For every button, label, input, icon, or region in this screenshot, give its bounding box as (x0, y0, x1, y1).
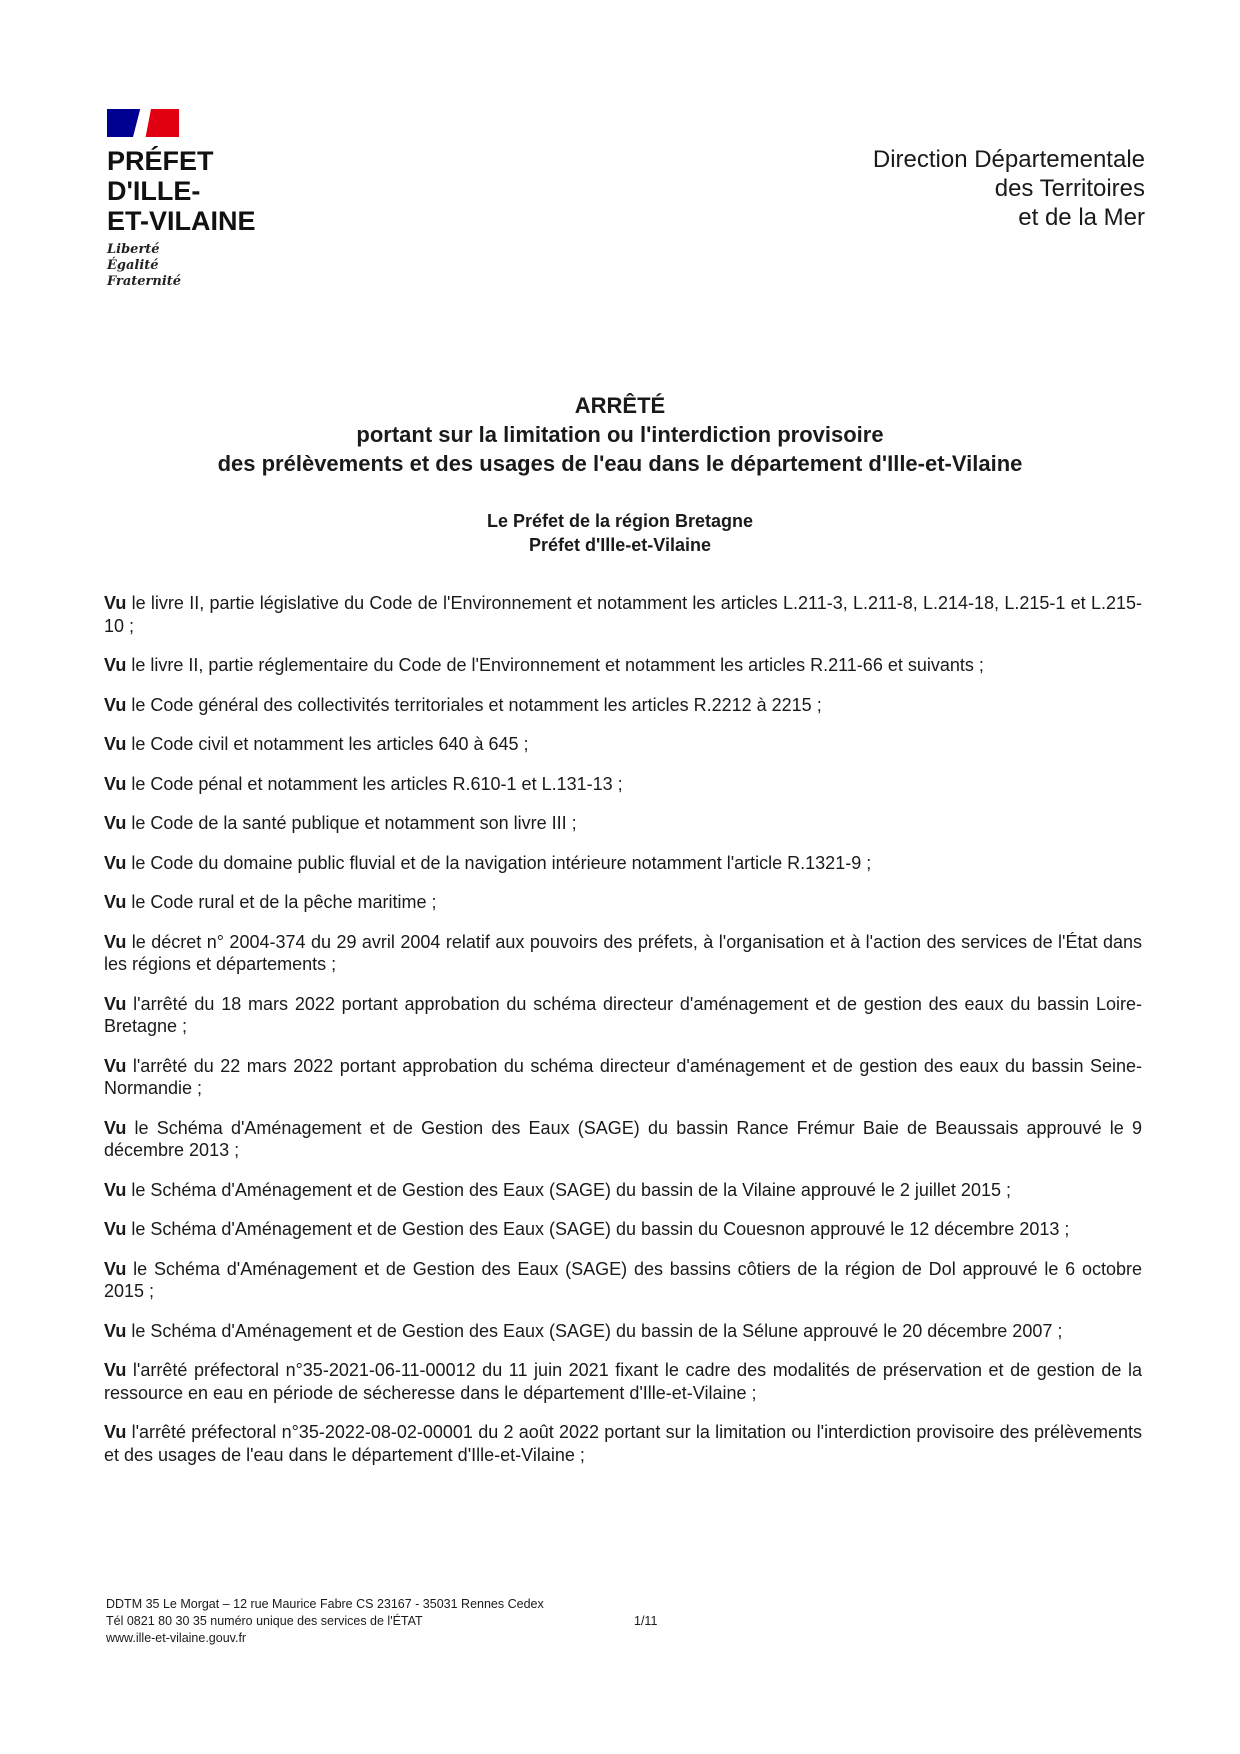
republic-motto (107, 242, 256, 290)
visa-vu: Vu (104, 773, 127, 794)
visa-text: le livre II, partie législative du Code de l'Environnement et notamment les articles L.211-3, L.211-8, L.214-18, L.215-1 et L.215-10 ; (104, 593, 1142, 636)
footer-address: DDTM 35 Le Morgat – 12 rue Maurice Fabre CS 23167 - 35031 Rennes Cedex (106, 1597, 544, 1611)
visa-vu: Vu (104, 593, 127, 613)
signatory-block (100, 509, 1140, 557)
visa-item (104, 1055, 1142, 1100)
visa-vu: Vu (104, 694, 127, 715)
prefecture-bloc-marque (107, 146, 256, 290)
document-title (100, 392, 1140, 478)
visa-item (104, 592, 1142, 637)
visa-text: le décret n° 2004-374 du 29 avril 2004 relatif aux pouvoirs des préfets, à l'organisation et à l'action des services de l'État dans les régions et départements ; (104, 931, 1142, 974)
direction-line: et de la Mer (1018, 204, 1145, 231)
visa-vu: Vu (104, 655, 127, 675)
motto-fraternite: Fraternité (107, 274, 182, 289)
visa-text: l'arrêté préfectoral n°35-2021-06-11-00012 du 11 juin 2021 fixant le cadre des modalités de préservation et de gestion de la ressource en eau en période de sécheresse dans le département d'Ille-et-Vilaine ; (104, 1360, 1142, 1403)
visa-vu: Vu (104, 1219, 127, 1239)
visa-item (104, 891, 1142, 914)
visa-text: l'arrêté du 18 mars 2022 portant approbation du schéma directeur d'aménagement et de gestion des eaux du bassin Loire-Bretagne ; (104, 993, 1142, 1036)
visa-vu: Vu (104, 993, 127, 1014)
direction-line: Direction Départementale (872, 146, 1145, 173)
visa-item (104, 993, 1142, 1038)
visa-item (104, 1359, 1142, 1404)
visa-list (104, 592, 1142, 1483)
visa-vu: Vu (104, 1179, 127, 1200)
visa-vu: Vu (104, 1360, 127, 1380)
visa-item (104, 812, 1142, 835)
visa-text: l'arrêté préfectoral n°35-2022-08-02-00001 du 2 août 2022 portant sur la limitation ou l'interdiction provisoire des prélèvements et des usages de l'eau dans le département d'Ille-et-Vilaine ; (104, 1422, 1142, 1465)
motto-liberte: Liberté (107, 242, 160, 257)
visa-item (104, 773, 1142, 796)
visa-text: le Schéma d'Aménagement et de Gestion des Eaux (SAGE) du bassin de la Sélune approuvé le 20 décembre 2007 ; (126, 1320, 1063, 1341)
page-footer (106, 1596, 544, 1647)
visa-text: le Code rural et de la pêche maritime ; (126, 892, 437, 912)
title-line: des prélèvements et des usages de l'eau dans le département d'Ille-et-Vilaine (217, 451, 1023, 476)
visa-text: le Schéma d'Aménagement et de Gestion des Eaux (SAGE) du bassin de la Vilaine approuvé le 2 juillet 2015 ; (126, 1179, 1011, 1200)
visa-vu: Vu (104, 1117, 127, 1138)
page-number: 1/11 (634, 1614, 658, 1628)
visa-item (104, 1320, 1142, 1343)
signatory-line: Le Préfet de la région Bretagne (486, 511, 754, 531)
visa-text: le livre II, partie réglementaire du Code de l'Environnement et notamment les articles R.211-66 et suivants ; (126, 655, 984, 675)
prefet-name-line: PRÉFET (107, 146, 214, 176)
visa-vu: Vu (104, 734, 127, 754)
prefet-name-line: ET-VILAINE (107, 206, 256, 236)
direction-line: des Territoires (994, 175, 1145, 202)
visa-item (104, 1218, 1142, 1241)
visa-vu: Vu (104, 1258, 127, 1279)
marianne-logo (107, 109, 179, 137)
visa-vu: Vu (104, 931, 127, 952)
visa-text: le Schéma d'Aménagement et de Gestion des Eaux (SAGE) du bassin Rance Frémur Baie de Beaussais approuvé le 9 décembre 2013 ; (104, 1117, 1142, 1160)
visa-text: le Code du domaine public fluvial et de la navigation intérieure notamment l'article R.1321-9 ; (126, 852, 872, 873)
visa-text: l'arrêté du 22 mars 2022 portant approbation du schéma directeur d'aménagement et de gestion des eaux du bassin Seine-Normandie ; (104, 1055, 1142, 1098)
visa-item (104, 931, 1142, 976)
visa-item (104, 1258, 1142, 1303)
visa-item (104, 654, 1142, 677)
visa-text: le Schéma d'Aménagement et de Gestion des Eaux (SAGE) du bassin du Couesnon approuvé le 12 décembre 2013 ; (126, 1219, 1070, 1239)
visa-vu: Vu (104, 892, 127, 912)
visa-vu: Vu (104, 1055, 127, 1076)
visa-text: le Code civil et notamment les articles 640 à 645 ; (126, 734, 529, 754)
visa-item (104, 1117, 1142, 1162)
visa-item (104, 733, 1142, 756)
visa-item (104, 1421, 1142, 1466)
title-line: portant sur la limitation ou l'interdiction provisoire (356, 422, 884, 447)
prefet-name-line: D'ILLE- (107, 176, 201, 206)
visa-text: le Code de la santé publique et notamment son livre III ; (126, 813, 577, 833)
footer-website: www.ille-et-vilaine.gouv.fr (106, 1631, 247, 1645)
visa-item (104, 852, 1142, 875)
visa-item (104, 694, 1142, 717)
footer-phone: Tél 0821 80 30 35 numéro unique des services de l'ÉTAT (106, 1614, 423, 1628)
visa-item (104, 1179, 1142, 1202)
visa-vu: Vu (104, 1320, 127, 1341)
title-heading: ARRÊTÉ (574, 393, 666, 418)
visa-vu: Vu (104, 813, 127, 833)
visa-vu: Vu (104, 1422, 127, 1442)
visa-text: le Schéma d'Aménagement et de Gestion des Eaux (SAGE) des bassins côtiers de la région de Dol approuvé le 6 octobre 2015 ; (104, 1258, 1142, 1301)
visa-vu: Vu (104, 852, 127, 873)
issuing-direction (873, 145, 1145, 232)
visa-text: le Code pénal et notamment les articles R.610-1 et L.131-13 ; (126, 773, 623, 794)
signatory-line: Préfet d'Ille-et-Vilaine (528, 535, 711, 555)
motto-egalite: Égalité (107, 258, 159, 273)
visa-text: le Code général des collectivités territoriales et notamment les articles R.2212 à 2215 ; (126, 694, 822, 715)
